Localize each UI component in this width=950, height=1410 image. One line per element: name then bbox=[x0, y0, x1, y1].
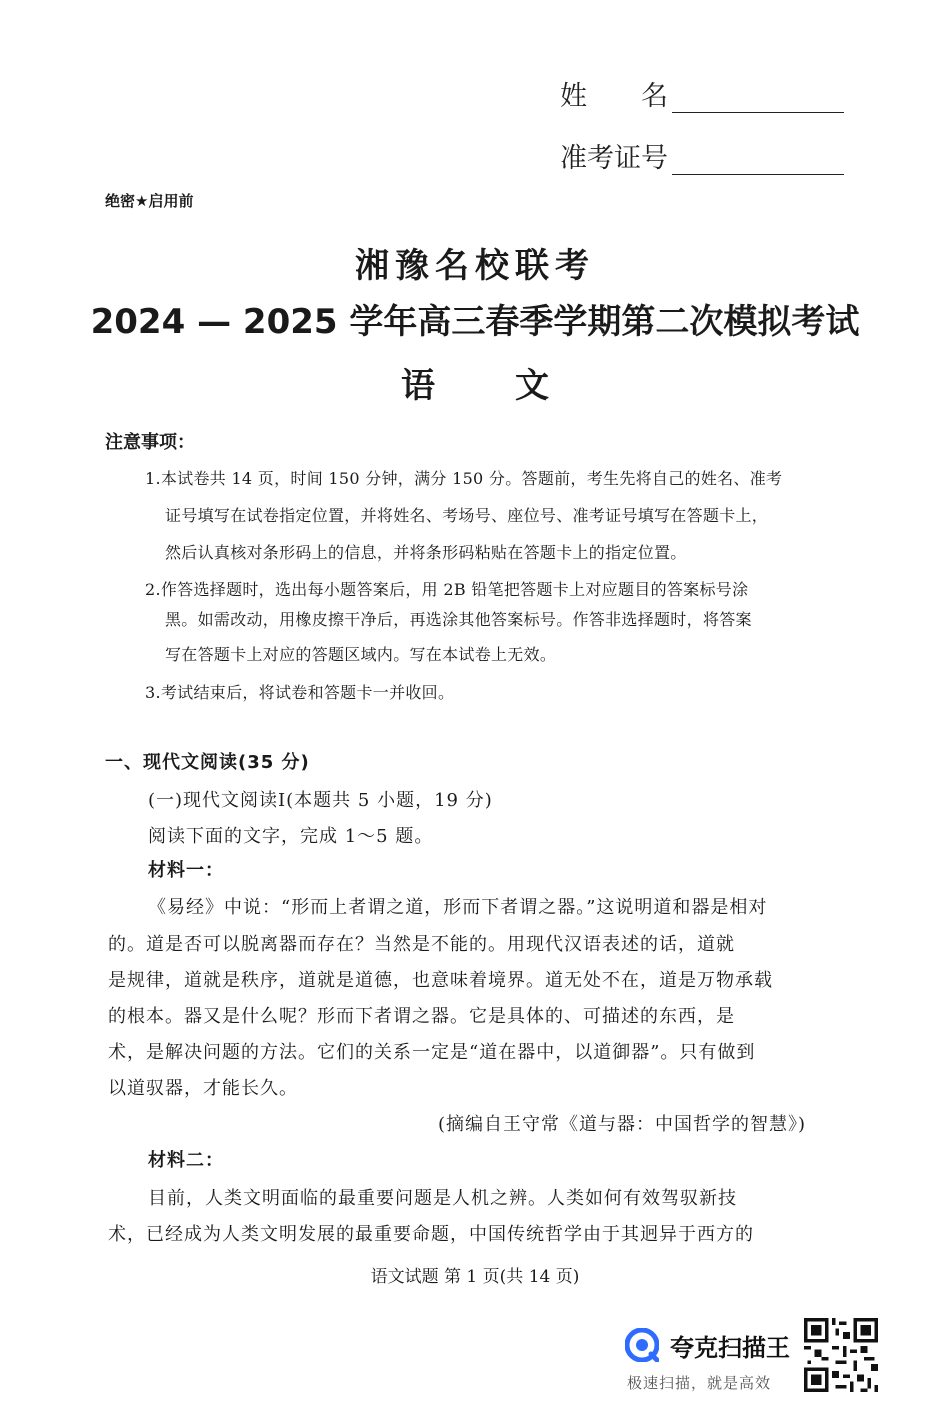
subsection-heading: (一)现代文阅读Ⅰ(本题共 5 小题，19 分) bbox=[148, 790, 493, 811]
name-blank-line bbox=[672, 88, 844, 113]
material1-source: (摘编自王守常《道与器：中国哲学的智慧》) bbox=[438, 1114, 807, 1135]
scanner-slogan: 极速扫描，就是高效 bbox=[627, 1374, 772, 1392]
material2-label: 材料二： bbox=[148, 1150, 224, 1171]
material1-line: 是规律，道就是秩序，道就是道德，也意味着境界。道无处不在，道是万物承载 bbox=[108, 970, 773, 991]
material1-line: 的。道是否可以脱离器而存在？当然是不能的。用现代汉语表述的话，道就 bbox=[108, 934, 735, 955]
material1-label: 材料一： bbox=[148, 860, 224, 881]
notice-line: 黑。如需改动，用橡皮擦干净后，再选涂其他答案标号。作答非选择题时，将答案 bbox=[165, 610, 752, 629]
exam-id-label: 准考证号 bbox=[560, 143, 668, 174]
quark-logo-icon bbox=[625, 1328, 659, 1362]
exam-id-blank-line bbox=[672, 150, 844, 175]
notice-line: 证号填写在试卷指定位置，并将姓名、考场号、座位号、准考证号填写在答题卡上， bbox=[165, 506, 769, 525]
exam-name-title: 2024 — 2025 学年高三春季学期第二次模拟考试 bbox=[90, 302, 860, 342]
scanner-brand: 夸克扫描王 bbox=[670, 1334, 790, 1362]
material1-line: 的根本。器又是什么呢？形而下者谓之器。它是具体的、可描述的东西，是 bbox=[108, 1006, 735, 1027]
material2-line: 目前，人类文明面临的最重要问题是人机之辨。人类如何有效驾驭新技 bbox=[148, 1188, 737, 1209]
notice-heading: 注意事项： bbox=[105, 432, 195, 453]
page-footer: 语文试题 第 1 页(共 14 页) bbox=[370, 1267, 580, 1287]
material1-line: 《易经》中说：“形而上者谓之道，形而下者谓之器。”这说明道和器是相对 bbox=[148, 897, 768, 918]
secret-mark: 绝密★启用前 bbox=[105, 192, 194, 210]
notice-line: 2.作答选择题时，选出每小题答案后，用 2B 铅笔把答题卡上对应题目的答案标号涂 bbox=[145, 580, 749, 599]
notice-line: 1.本试卷共 14 页，时间 150 分钟，满分 150 分。答题前，考生先将自己的姓名、准考 bbox=[145, 469, 783, 488]
material1-line: 以道驭器，才能长久。 bbox=[108, 1078, 298, 1099]
name-field-row bbox=[560, 74, 844, 113]
notice-line: 写在答题卡上对应的答题区域内。写在本试卷上无效。 bbox=[165, 645, 557, 664]
exam-id-field-row bbox=[560, 136, 844, 175]
subject-title: 语文 bbox=[401, 366, 629, 406]
material1-line: 术，是解决问题的方法。它们的关系一定是“道在器中，以道御器”。只有做到 bbox=[108, 1042, 756, 1063]
qr-code bbox=[804, 1318, 878, 1392]
exam-org-title: 湘豫名校联考 bbox=[355, 246, 595, 286]
name-label: 姓 名 bbox=[560, 81, 668, 112]
notice-line: 然后认真核对条形码上的信息，并将条形码粘贴在答题卡上的指定位置。 bbox=[165, 543, 687, 562]
reading-instruction: 阅读下面的文字，完成 1～5 题。 bbox=[148, 826, 434, 847]
notice-line: 3.考试结束后，将试卷和答题卡一并收回。 bbox=[145, 683, 455, 702]
section-heading: 一、现代文阅读(35 分) bbox=[105, 752, 310, 773]
material2-line: 术，已经成为人类文明发展的最重要命题，中国传统哲学由于其迥异于西方的 bbox=[108, 1224, 754, 1245]
